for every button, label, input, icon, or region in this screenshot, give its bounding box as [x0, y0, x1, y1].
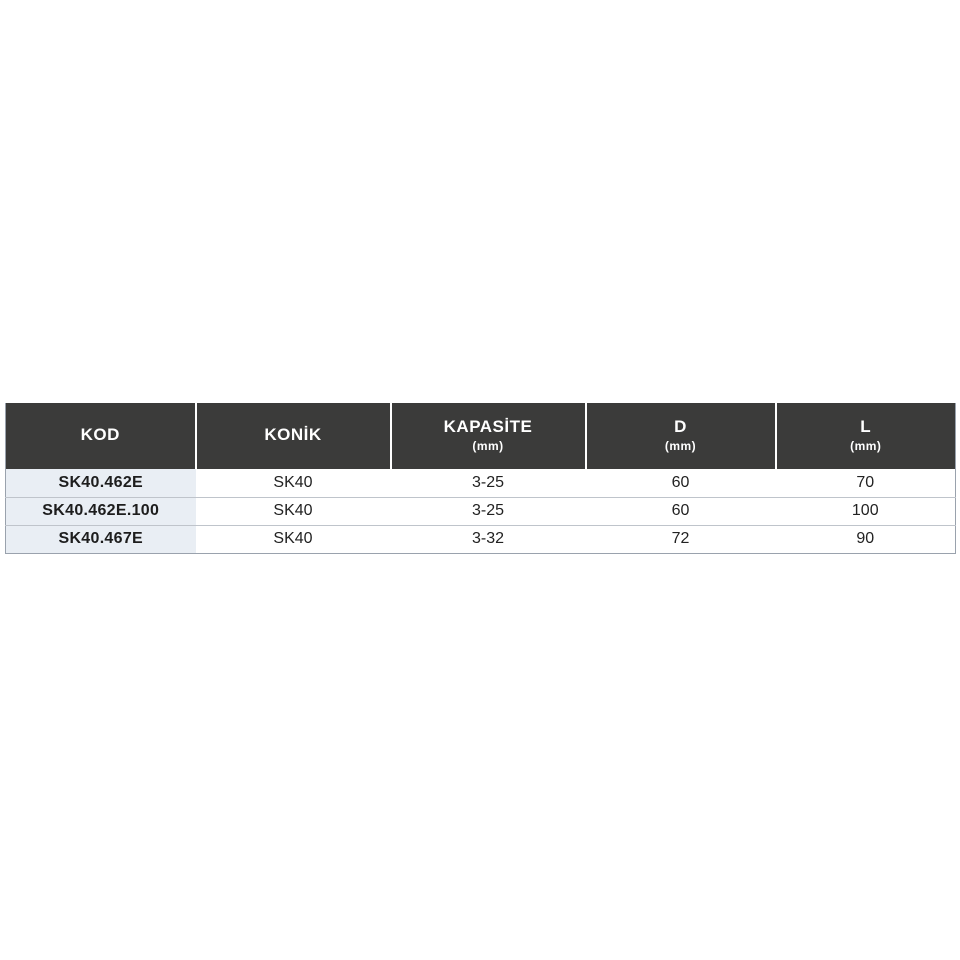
column-header-l	[776, 403, 956, 469]
cell-l: 100	[776, 497, 956, 525]
cell-konik: SK40	[196, 469, 391, 497]
column-header-kapasite-title: KAPASİTE	[443, 417, 533, 437]
table-body	[6, 469, 956, 553]
cell-konik: SK40	[196, 497, 391, 525]
cell-konik: SK40	[196, 525, 391, 553]
column-header-kapasite	[391, 403, 586, 469]
cell-kapasite: 3-25	[391, 497, 586, 525]
column-header-kapasite-unit: (mm)	[472, 439, 504, 454]
specification-table-container	[5, 403, 955, 554]
cell-kapasite: 3-25	[391, 469, 586, 497]
cell-kod: SK40.462E.100	[6, 497, 196, 525]
column-header-kod-title: KOD	[80, 424, 120, 444]
cell-l: 70	[776, 469, 956, 497]
cell-kod: SK40.462E	[6, 469, 196, 497]
column-header-d-unit: (mm)	[664, 439, 697, 454]
cell-d: 60	[586, 469, 776, 497]
table-header-row	[6, 403, 956, 469]
column-header-l-unit: (mm)	[850, 439, 882, 454]
table-row	[6, 525, 956, 553]
table-row	[6, 497, 956, 525]
column-header-d-title: D	[674, 417, 687, 437]
specification-table	[5, 403, 956, 554]
cell-d: 72	[586, 525, 776, 553]
column-header-konik	[196, 403, 391, 469]
table-row	[6, 469, 956, 497]
column-header-kod	[6, 403, 196, 469]
cell-d: 60	[586, 497, 776, 525]
cell-kapasite: 3-32	[391, 525, 586, 553]
table-header	[6, 403, 956, 469]
column-header-l-title: L	[860, 417, 872, 437]
cell-l: 90	[776, 525, 956, 553]
column-header-konik-title: KONİK	[264, 424, 322, 444]
cell-kod: SK40.467E	[6, 525, 196, 553]
column-header-d	[586, 403, 776, 469]
